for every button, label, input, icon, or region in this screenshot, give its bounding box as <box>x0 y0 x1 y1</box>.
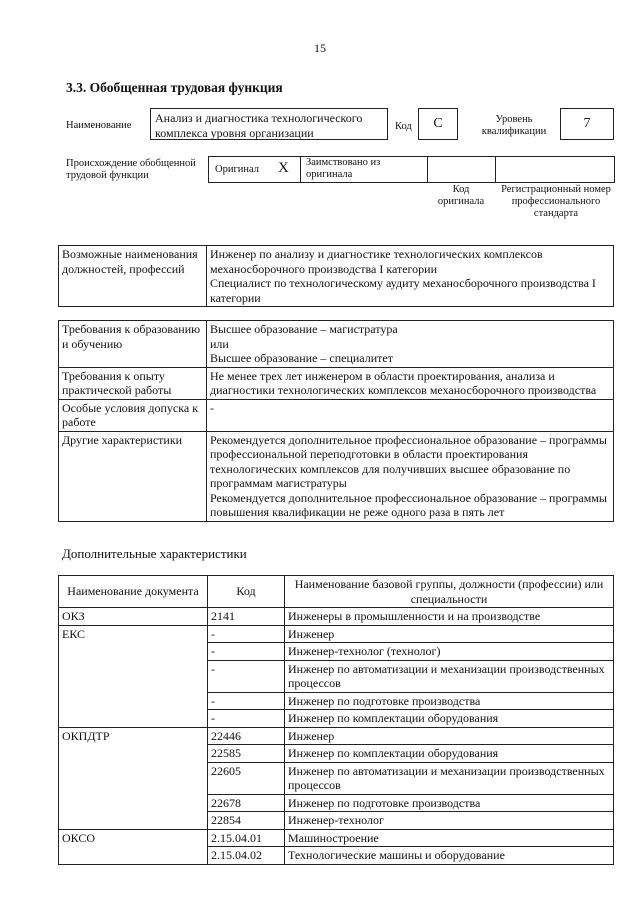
name-cell: Инженер-технолог (технолог) <box>285 643 614 661</box>
req-value <box>207 431 614 521</box>
requirements-table <box>58 320 614 522</box>
name-cell: Инженеры в промышленности и на производстве <box>285 608 614 626</box>
borrowed-label: Заимствовано из оригинала <box>306 157 381 180</box>
req-line: Высшее образование – специалитет <box>210 351 393 365</box>
name-cell: Инженер <box>285 625 614 643</box>
name-cell: Инженер по комплектации оборудования <box>285 745 614 763</box>
positions-value <box>207 246 614 307</box>
section-title: 3.3. Обобщенная трудовая функция <box>66 80 283 95</box>
level-label: Уровень квалификации <box>481 114 547 137</box>
req-label: Требования к образованию и обучению <box>59 321 207 368</box>
req-value <box>207 367 614 399</box>
req-line: Рекомендуется дополнительное профессиональное образование – программы профессиональной переподготовки в области проектирования технологических комплексов для получивших высшее образование по программам магистратуры <box>210 432 607 490</box>
origin-label: Происхождение обобщенной трудовой функции <box>66 158 196 181</box>
name-label: Наименование <box>66 120 132 131</box>
req-line: Высшее образование – магистратура <box>210 322 398 336</box>
divider <box>300 156 301 183</box>
code-cell: 22678 <box>208 794 285 812</box>
page-number: 15 <box>314 41 326 55</box>
table-row <box>59 625 614 643</box>
table-row <box>59 608 614 626</box>
divider <box>495 156 496 183</box>
req-line: Не менее трех лет инженером в области проектирования, анализа и диагностики технологических комплексов механосборочного производства <box>210 368 597 397</box>
doc-cell: ОКПДТР <box>59 727 208 829</box>
positions-table <box>58 245 614 307</box>
code-cell: - <box>208 625 285 643</box>
code-cell: 2.15.04.01 <box>208 829 285 847</box>
code-cell: - <box>208 660 285 692</box>
req-label: Особые условия допуска к работе <box>59 399 207 431</box>
header-code: Код <box>208 576 285 608</box>
original-label: Оригинал <box>215 164 259 175</box>
table-row <box>59 727 614 745</box>
code-cell: 22585 <box>208 745 285 763</box>
code-cell: - <box>208 643 285 661</box>
name-cell: Инженер-технолог <box>285 812 614 830</box>
code-cell: 22446 <box>208 727 285 745</box>
doc-cell: ЕКС <box>59 625 208 727</box>
name-cell: Технологические машины и оборудование <box>285 847 614 865</box>
req-label: Требования к опыту практической работы <box>59 367 207 399</box>
req-line: Рекомендуется дополнительное профессиональное образование – программы повышения квалификации не реже одного раза в пять лет <box>210 490 607 519</box>
name-cell: Инженер по автоматизации и механизации производственных процессов <box>285 660 614 692</box>
positions-label: Возможные наименования должностей, профессий <box>59 246 207 307</box>
name-cell: Инженер по автоматизации и механизации производственных процессов <box>285 762 614 794</box>
additional-table <box>58 575 614 865</box>
req-value <box>207 321 614 368</box>
code-value: C <box>418 108 458 140</box>
req-label: Другие характеристики <box>59 431 207 521</box>
divider <box>427 156 428 183</box>
name-cell: Инженер <box>285 727 614 745</box>
positions-line: Инженер по анализу и диагностике технологических комплексов механосборочного производства I категории <box>210 247 543 276</box>
code-cell: - <box>208 710 285 728</box>
name-value: Анализ и диагностика технологического комплекса уровня организации <box>155 111 363 140</box>
additional-title: Дополнительные характеристики <box>62 546 247 561</box>
name-cell: Инженер по подготовке производства <box>285 794 614 812</box>
name-cell: Инженер по комплектации оборудования <box>285 710 614 728</box>
code-cell: 2141 <box>208 608 285 626</box>
name-box <box>150 108 388 140</box>
code-cell: - <box>208 692 285 710</box>
code-cell: 22605 <box>208 762 285 794</box>
header-doc: Наименование документа <box>59 576 208 608</box>
name-cell: Машиностроение <box>285 829 614 847</box>
positions-line: Специалист по технологическому аудиту механосборочного производства I категории <box>210 276 596 305</box>
table-row <box>59 829 614 847</box>
code-cell: 2.15.04.02 <box>208 847 285 865</box>
level-value: 7 <box>560 108 614 140</box>
doc-cell: ОКСО <box>59 829 208 864</box>
code-caption: Код оригинала <box>437 184 485 207</box>
code-label: Код <box>395 121 412 132</box>
doc-cell: ОКЗ <box>59 608 208 626</box>
original-mark: X <box>278 160 289 176</box>
code-cell: 22854 <box>208 812 285 830</box>
name-cell: Инженер по подготовке производства <box>285 692 614 710</box>
req-value <box>207 399 614 431</box>
req-line: или <box>210 336 229 351</box>
reg-caption: Регистрационный номер профессионального стандарта <box>501 184 611 219</box>
req-line: - <box>210 400 214 415</box>
header-name: Наименование базовой группы, должности (профессии) или специальности <box>285 576 614 608</box>
